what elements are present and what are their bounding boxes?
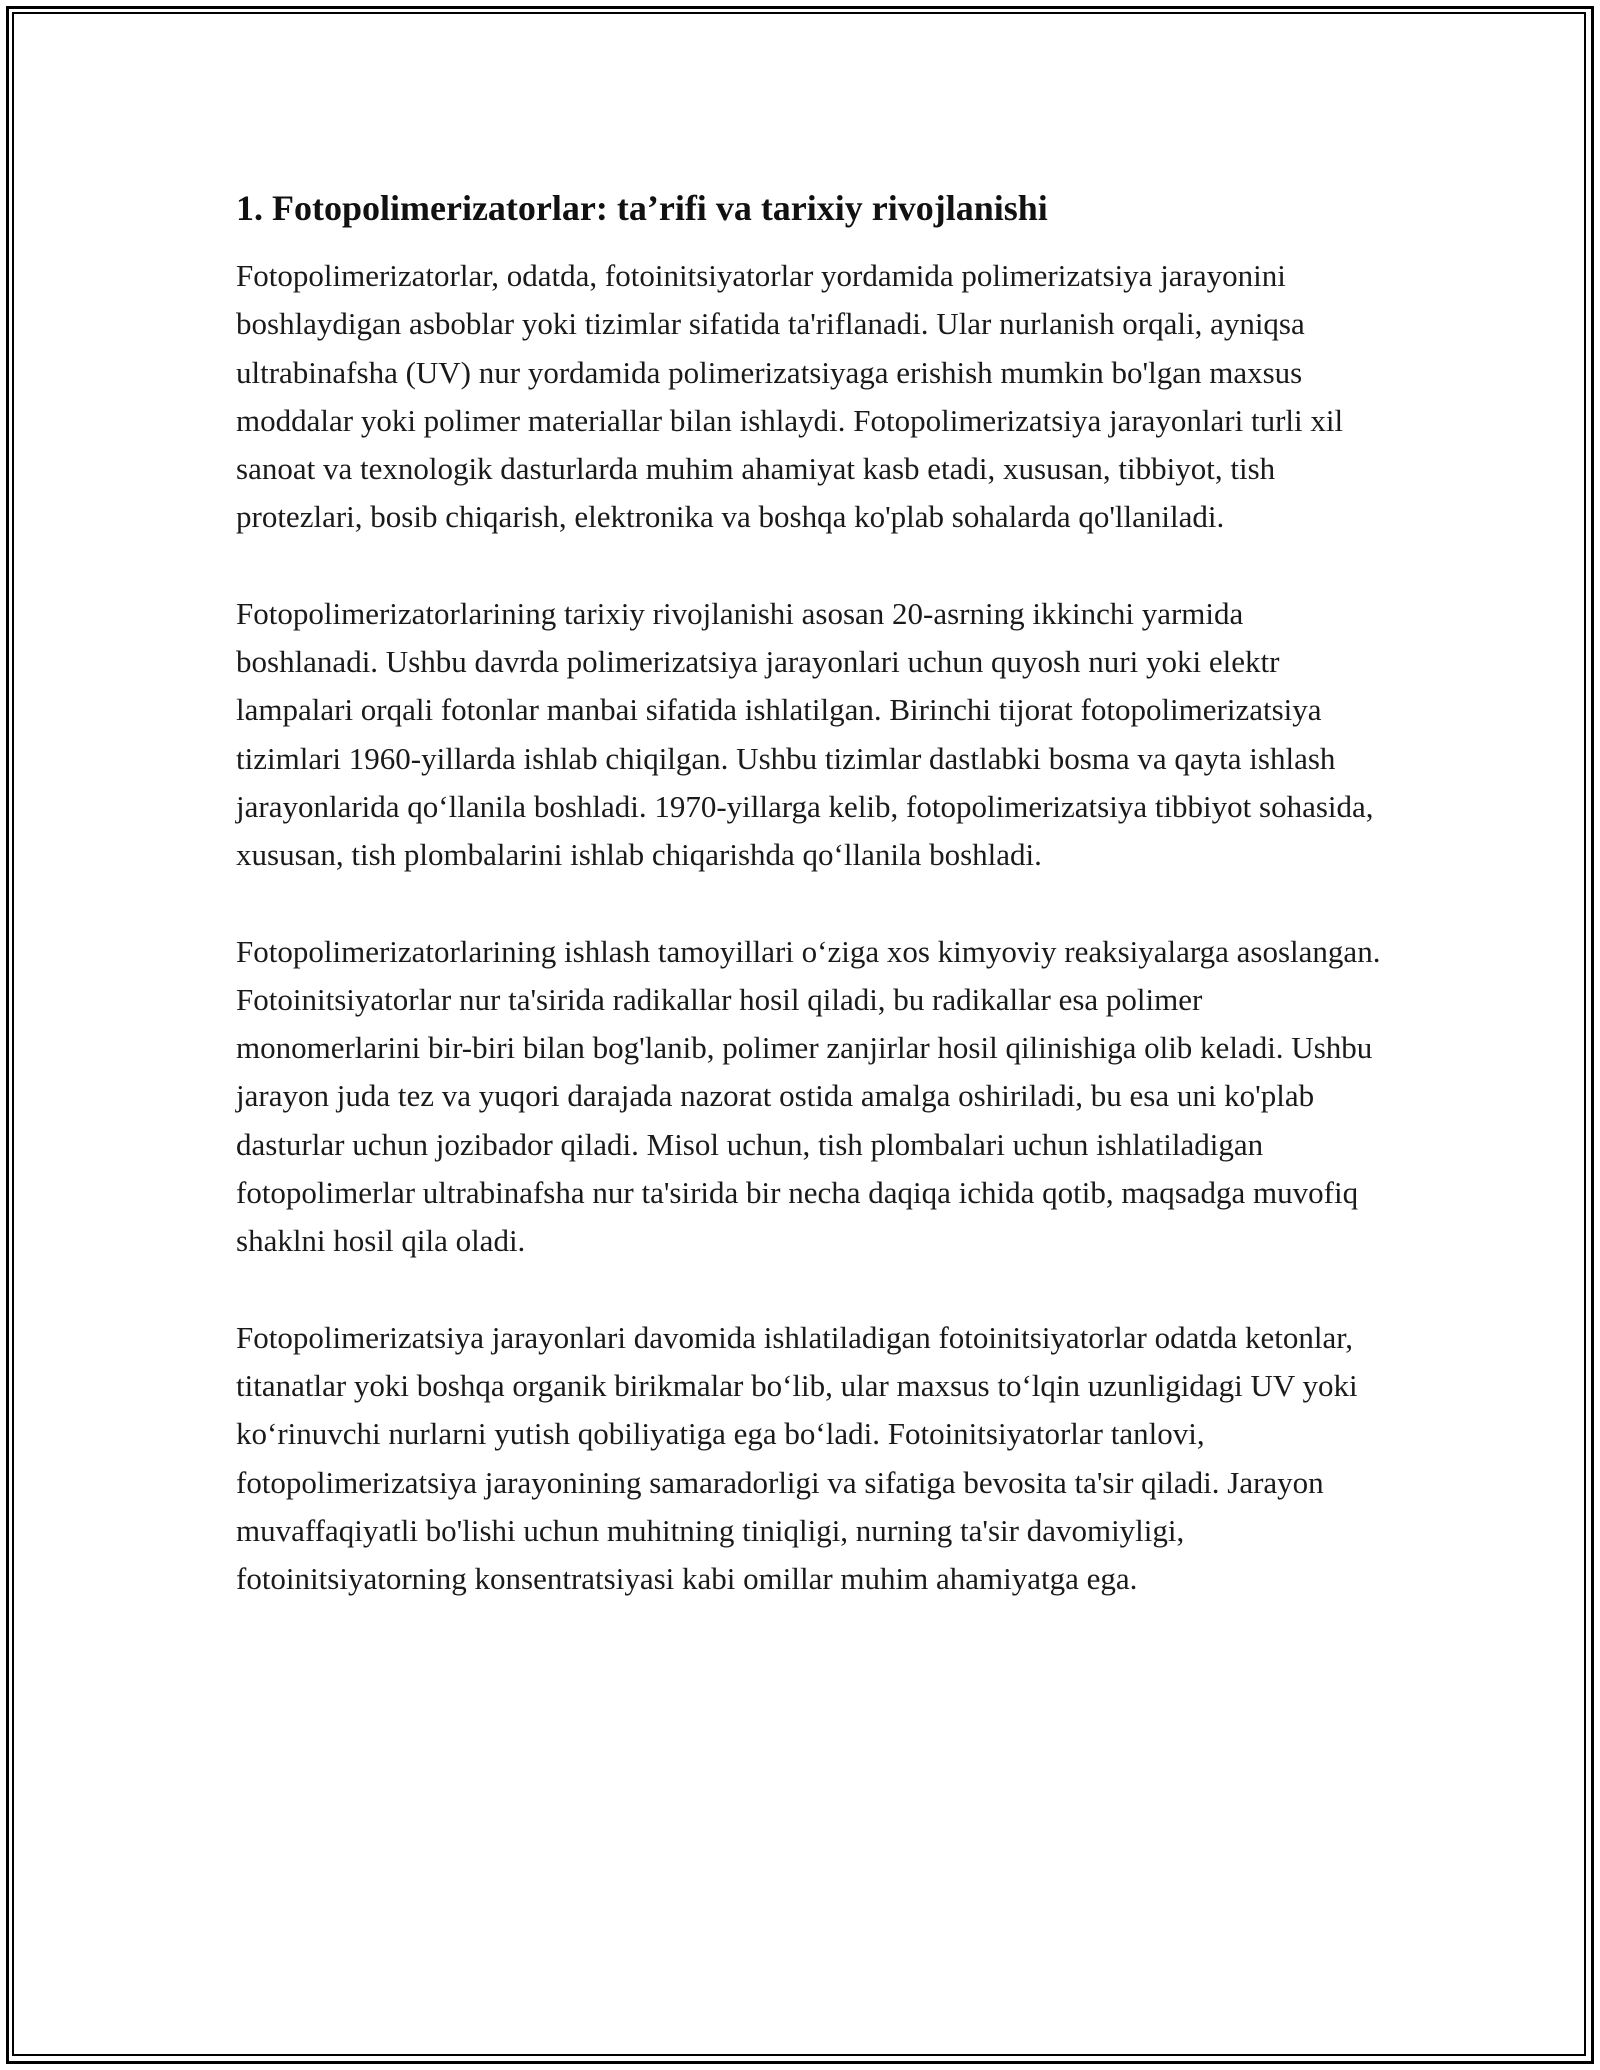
paragraph-1: Fotopolimerizatorlar, odatda, fotoinitsiyatorlar yordamida polimerizatsiya jarayonini boshlaydigan asboblar yoki tizimlar sifatida ta'riflanadi. Ular nurlanish orqali, ayniqsa ultrabinafsha (UV) nur yordamida polimerizatsiyaga erishish mumkin bo'lgan maxsus moddalar yoki polimer materiallar bilan ishlaydi. Fotopolimerizatsiya jarayonlari turli xil sanoat va texnologik dasturlarda muhim ahamiyat kasb etadi, xususan, tibbiyot, tish protezlari, bosib chiqarish, elektronika va boshqa ko'plab sohalarda qo'llaniladi.: [236, 258, 1344, 535]
paragraph-3: Fotopolimerizatorlarining ishlash tamoyillari o‘ziga xos kimyoviy reaksiyalarga asoslangan. Fotoinitsiyatorlar nur ta'sirida radikallar hosil qiladi, bu radikallar esa polimer monomerlarini bir-biri bilan bog'lanib, polimer zanjirlar hosil qilinishiga olib keladi. Ushbu jarayon juda tez va yuqori darajada nazorat ostida amalga oshiriladi, bu esa uni ko'plab dasturlar uchun jozibador qiladi. Misol uchun, tish plombalari uchun ishlatiladigan fotopolimerlar ultrabinafsha nur ta'sirida bir necha daqiqa ichida qotib, maqsadga muvofiq shaklni hosil qila oladi.: [236, 933, 1381, 1259]
paragraph-2: Fotopolimerizatorlarining tarixiy rivojlanishi asosan 20-asrning ikkinchi yarmida boshlanadi. Ushbu davrda polimerizatsiya jarayonlari uchun quyosh nuri yoki elektr lampalari orqali fotonlar manbai sifatida ishlatilgan. Birinchi tijorat fotopolimerizatsiya tizimlari 1960-yillarda ishlab chiqilgan. Ushbu tizimlar dastlabki bosma va qayta ishlash jarayonlarida qo‘llanila boshladi. 1970-yillarga kelib, fotopolimerizatsiya tibbiyot sohasida, xususan, tish plombalarini ishlab chiqarishda qo‘llanila boshladi.: [236, 595, 1374, 873]
document-body: [236, 186, 1386, 1651]
section-heading: 1. Fotopolimerizatorlar: ta’rifi va tarixiy rivojlanishi: [236, 188, 1048, 228]
paragraph-4: Fotopolimerizatsiya jarayonlari davomida ishlatiladigan fotoinitsiyatorlar odatda ketonlar, titanatlar yoki boshqa organik birikmalar bo‘lib, ular maxsus to‘lqin uzunligidagi UV yoki ko‘rinuvchi nurlarni yutish qobiliyatiga ega bo‘ladi. Fotoinitsiyatorlar tanlovi, fotopolimerizatsiya jarayonining samaradorligi va sifatiga bevosita ta'sir qiladi. Jarayon muvaffaqiyatli bo'lishi uchun muhitning tiniqligi, nurning ta'sir davomiyligi, fotoinitsiyatorning konsentratsiyasi kabi omillar muhim ahamiyatga ega.: [236, 1319, 1358, 1597]
